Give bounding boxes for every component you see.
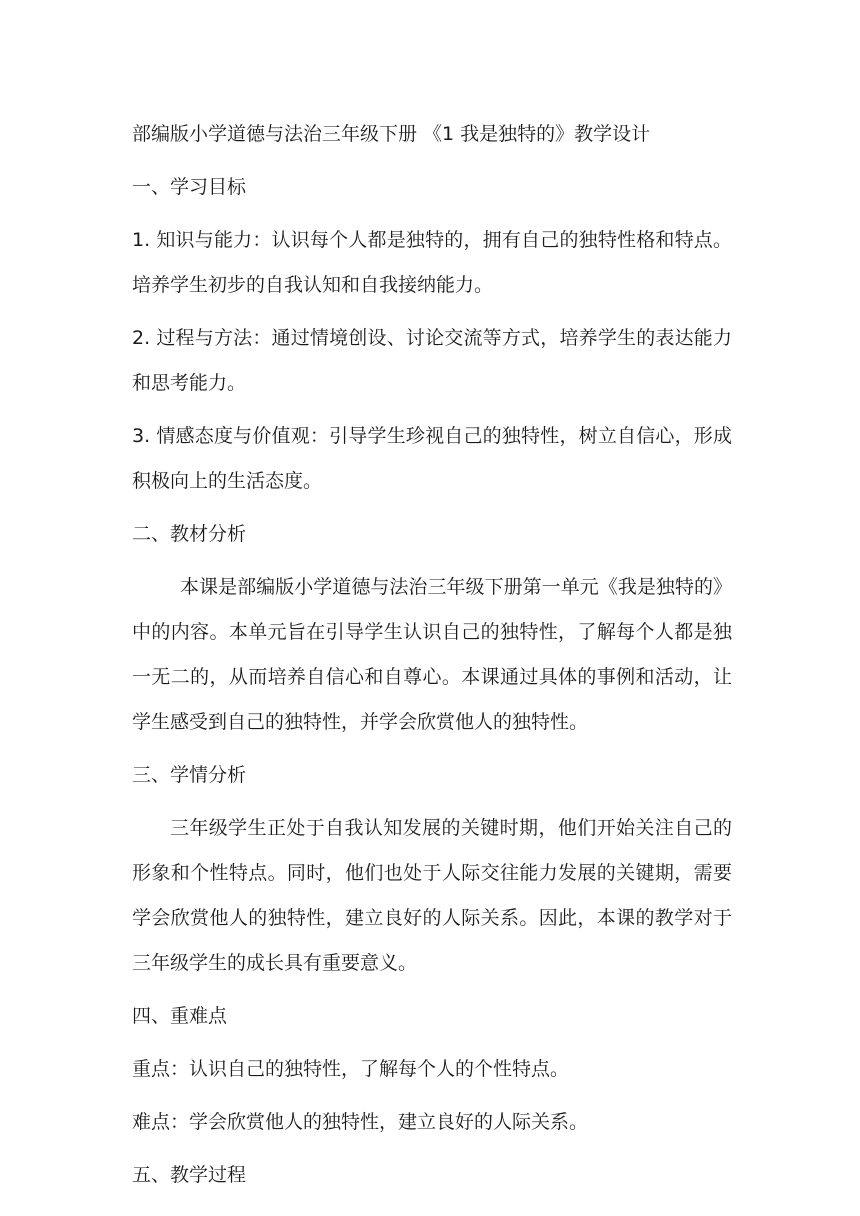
spacer: [132, 504, 732, 512]
spacer: [132, 1039, 732, 1047]
spacer: [132, 986, 732, 994]
spacer: [132, 745, 732, 753]
spacer: [132, 210, 732, 218]
section-heading-students: 三、学情分析: [132, 764, 247, 786]
spacer: [132, 308, 732, 316]
spacer: [132, 157, 732, 165]
goal-item-3: 3. 情感态度与价值观：引导学生珍视自己的独特性，树立自信心，形成积极向上的生活态度。: [132, 425, 732, 492]
material-paragraph: 本课是部编版小学道德与法治三年级下册第一单元《我是独特的》中的内容。本单元旨在引导学生认识自己的独特性，了解每个人都是独一无二的，从而培养自信心和自尊心。本课通过具体的事例和活动，让学生感受到自己的独特性，并学会欣赏他人的独特性。: [132, 576, 732, 733]
key-point: 重点：认识自己的独特性，了解每个人的个性特点。: [132, 1058, 570, 1080]
spacer: [132, 1092, 732, 1100]
spacer: [132, 557, 732, 565]
goal-item-1: 1. 知识与能力：认识每个人都是独特的，拥有自己的独特性格和特点。培养学生初步的自我认知和自我接纳能力。: [132, 229, 732, 296]
spacer: [132, 1145, 732, 1153]
goal-item-2: 2. 过程与方法：通过情境创设、讨论交流等方式，培养学生的表达能力和思考能力。: [132, 327, 732, 394]
section-heading-material: 二、教材分析: [132, 523, 247, 545]
section-heading-keypoints: 四、重难点: [132, 1005, 228, 1027]
document-title: 部编版小学道德与法治三年级下册 《1 我是独特的》教学设计: [132, 123, 651, 145]
section-heading-process: 五、教学过程: [132, 1164, 247, 1186]
difficult-point: 难点：学会欣赏他人的独特性，建立良好的人际关系。: [132, 1111, 589, 1133]
spacer: [132, 798, 732, 806]
section-heading-goals: 一、学习目标: [132, 176, 247, 198]
students-paragraph: 三年级学生正处于自我认知发展的关键时期，他们开始关注自己的形象和个性特点。同时，他们也处于人际交往能力发展的关键期，需要学会欣赏他人的独特性，建立良好的人际关系。因此，本课的教学对于三年级学生的成长具有重要意义。: [132, 817, 732, 974]
document-body: [132, 112, 732, 1198]
spacer: [132, 406, 732, 414]
